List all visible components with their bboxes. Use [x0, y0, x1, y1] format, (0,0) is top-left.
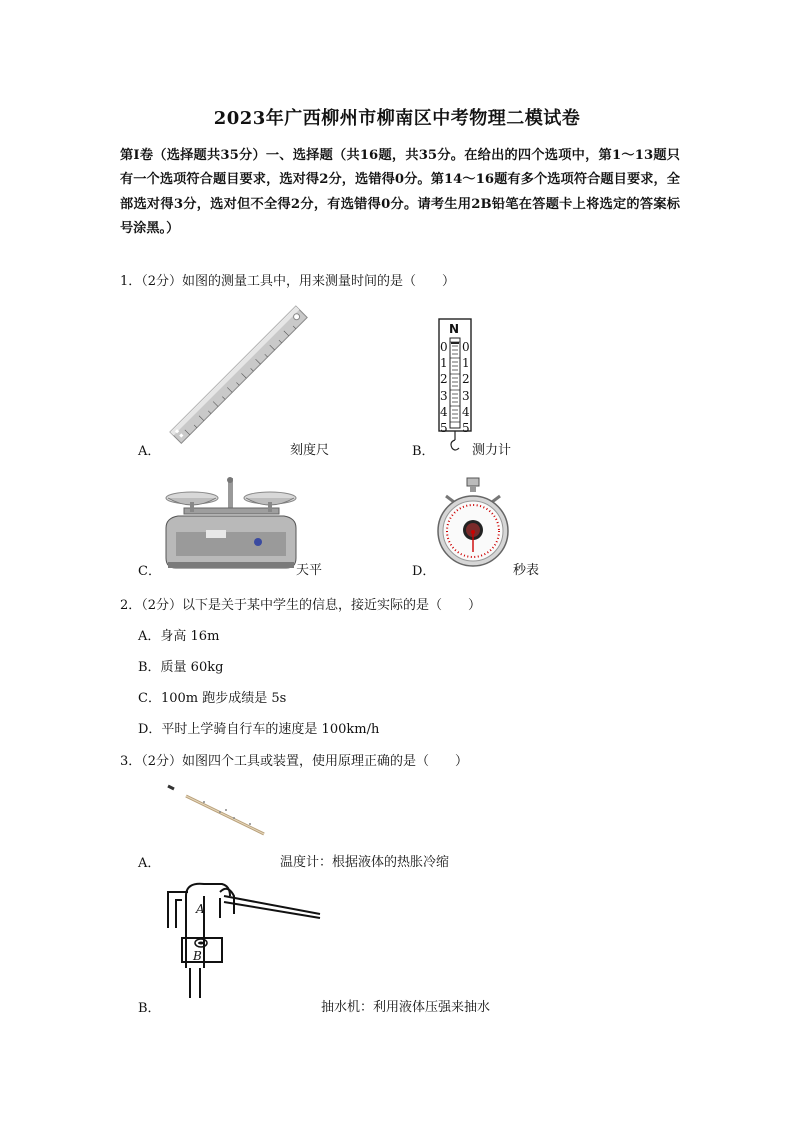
spring-scale-unit: N: [449, 322, 460, 336]
tick-label: 0: [462, 340, 470, 354]
q2-option-a: A．身高 16m: [138, 629, 220, 644]
tick-label: 4: [462, 404, 470, 419]
pump-label-b: B: [193, 949, 202, 963]
tick-label: 1: [440, 356, 448, 371]
tick-label: 5: [462, 421, 470, 436]
q3-option-a-caption: 温度计：根据液体的热胀冷缩: [280, 855, 450, 870]
q1-option-a-caption: 刻度尺: [290, 443, 330, 458]
stopwatch-image: [436, 476, 510, 572]
spring-scale-right-ticks: [462, 339, 472, 436]
tick-label: 2: [440, 372, 448, 387]
question-1-stem: 1．（2分）如图的测量工具中，用来测量时间的是（ ）: [120, 274, 456, 289]
tick-label: 3: [440, 388, 448, 403]
question-2-stem: 2．（2分）以下是关于某中学生的信息，接近实际的是（ ）: [120, 598, 482, 613]
q1-option-a-letter: A．: [138, 444, 161, 459]
tick-label: 0: [440, 340, 448, 354]
q2-option-b: B．质量 60kg: [138, 660, 224, 675]
water-pump-image: [160, 878, 325, 1002]
q1-option-b-caption: 测力计: [472, 443, 512, 458]
tick-label: 4: [440, 404, 448, 419]
ruler-image: [160, 300, 300, 450]
tick-label: 3: [462, 388, 470, 403]
tick-label: 2: [462, 372, 470, 387]
thermometer-image: [164, 782, 274, 842]
q2-option-c: C．100m 跑步成绩是 5s: [138, 691, 287, 706]
pump-label-a: A: [196, 902, 205, 916]
section-intro: 第Ⅰ卷（选择题共35分）一、选择题（共16题，共35分。在给出的四个选项中，第1～13题只有一个选项符合题目要求，选对得2分，选错得0分。第14～16题有多个选项符合题目要求，全部选对得3分，选对但不全得2分，有选错得0分。请考生用2B铅笔在答题卡上将选定的答案标号涂黑。）: [120, 148, 680, 237]
q3-option-b-caption: 抽水机：利用液体压强来抽水: [321, 1000, 491, 1015]
spring-scale-left-ticks: [440, 339, 450, 436]
tick-label: 5: [440, 421, 448, 436]
question-3-stem: 3．（2分）如图四个工具或装置，使用原理正确的是（ ）: [120, 754, 469, 769]
q1-option-c-caption: 天平: [296, 563, 323, 578]
q3-option-a-letter: A．: [138, 856, 161, 871]
page-title: 2023年广西柳州市柳南区中考物理二模试卷: [213, 108, 581, 129]
q1-option-d-caption: 秒表: [513, 563, 540, 578]
q2-option-d: D．平时上学骑自行车的速度是 100km/h: [138, 722, 380, 737]
q1-option-d-letter: D．: [412, 564, 436, 579]
tick-label: 1: [462, 356, 470, 371]
q1-option-c-letter: C．: [138, 564, 161, 579]
q1-option-b-letter: B．: [412, 444, 435, 459]
balance-image: [162, 472, 300, 572]
q3-option-b-letter: B．: [138, 1001, 161, 1016]
